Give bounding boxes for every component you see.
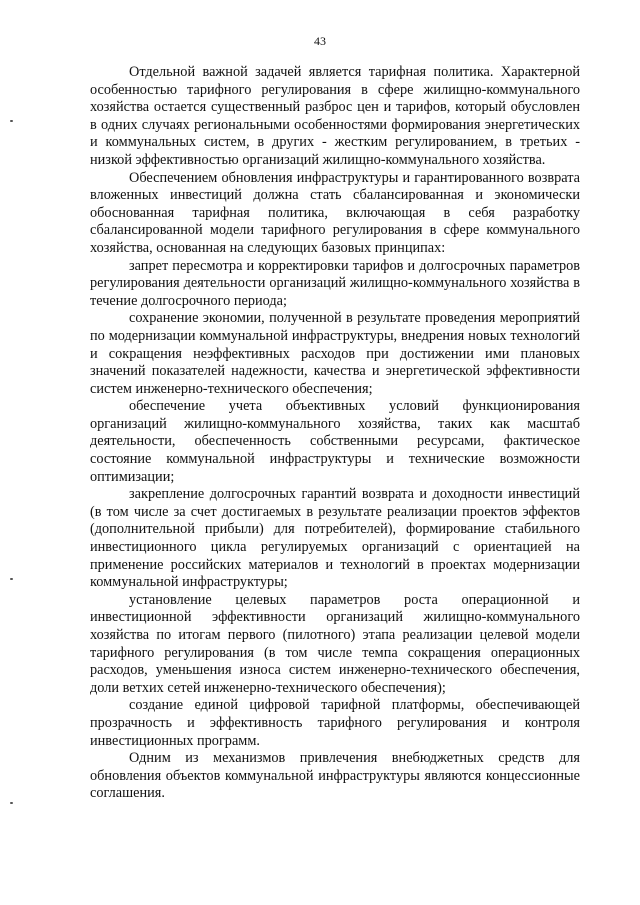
body-text [90, 64, 580, 803]
paragraph-tariff-policy: Отдельной важной задачей является тарифная политика. Характерной особенностью тарифного регулирования в сфере жилищно-коммунального хозяйства остается существенный разброс цен и тарифов, который обусловлен в одних случаях региональными особенностями формирования энергетических и коммунальных систем, в других - жестким регулированием, в третьих - низкой эффективностью организаций жилищно-коммунального хозяйства. [90, 64, 580, 168]
paragraph-concession-agreements: Одним из механизмов привлечения внебюджетных средств для обновления объектов коммунальной инфраструктуры являются концессионные соглашения. [90, 750, 580, 802]
page-number: 43 [314, 34, 326, 48]
principle-digital-platform: создание единой цифровой тарифной платформы, обеспечивающей прозрачность и эффективность тарифного регулирования и контроля инвестиционных программ. [90, 697, 580, 749]
scan-speck [10, 802, 13, 804]
principle-savings-retention: сохранение экономии, полученной в результате проведения мероприятий по модернизации коммунальной инфраструктуры, внедрения новых технологий и сокращения неэффективных расходов при достижении ими плановых значений показателей надежности, качества и энергетической эффективности систем инженерно-технического обеспечения; [90, 310, 580, 397]
paragraph-infrastructure-renewal: Обеспечением обновления инфраструктуры и гарантированного возврата вложенных инвестиций должна стать сбалансированная и экономически обоснованная тарифная политика, включающая в себя разработку сбалансированной модели тарифного регулирования в сфере коммунального хозяйства, основанная на следующих базовых принципах: [90, 169, 580, 256]
scan-speck [10, 120, 13, 122]
principle-investment-guarantees: закрепление долгосрочных гарантий возврата и доходности инвестиций (в том числе за счет достигаемых в результате реализации проектов эффектов (дополнительной прибыли) для потребителей), формирование стабильного инвестиционного цикла регулируемых организаций с ориентацией на применение российских материалов и технологий в проектах модернизации коммунальной инфраструктуры; [90, 486, 580, 591]
scan-speck [10, 578, 13, 580]
principle-efficiency-targets: установление целевых параметров роста операционной и инвестиционной эффективности организаций жилищно-коммунального хозяйства по итогам первого (пилотного) этапа реализации целевой модели тарифного регулирования (в том числе темпа сокращения операционных расходов, уменьшения износа систем инженерно-технического обеспечения, доли ветхих сетей инженерно-технического обеспечения); [90, 591, 580, 696]
principle-no-revision: запрет пересмотра и корректировки тарифов и долгосрочных параметров регулирования деятельности организаций жилищно-коммунального хозяйства в течение долгосрочного периода; [90, 257, 580, 309]
principle-objective-conditions: обеспечение учета объективных условий функционирования организаций жилищно-коммунального хозяйства, таких как масштаб деятельности, обеспеченность собственными ресурсами, фактическое состояние коммунальной инфраструктуры и технические возможности оптимизации; [90, 398, 580, 485]
